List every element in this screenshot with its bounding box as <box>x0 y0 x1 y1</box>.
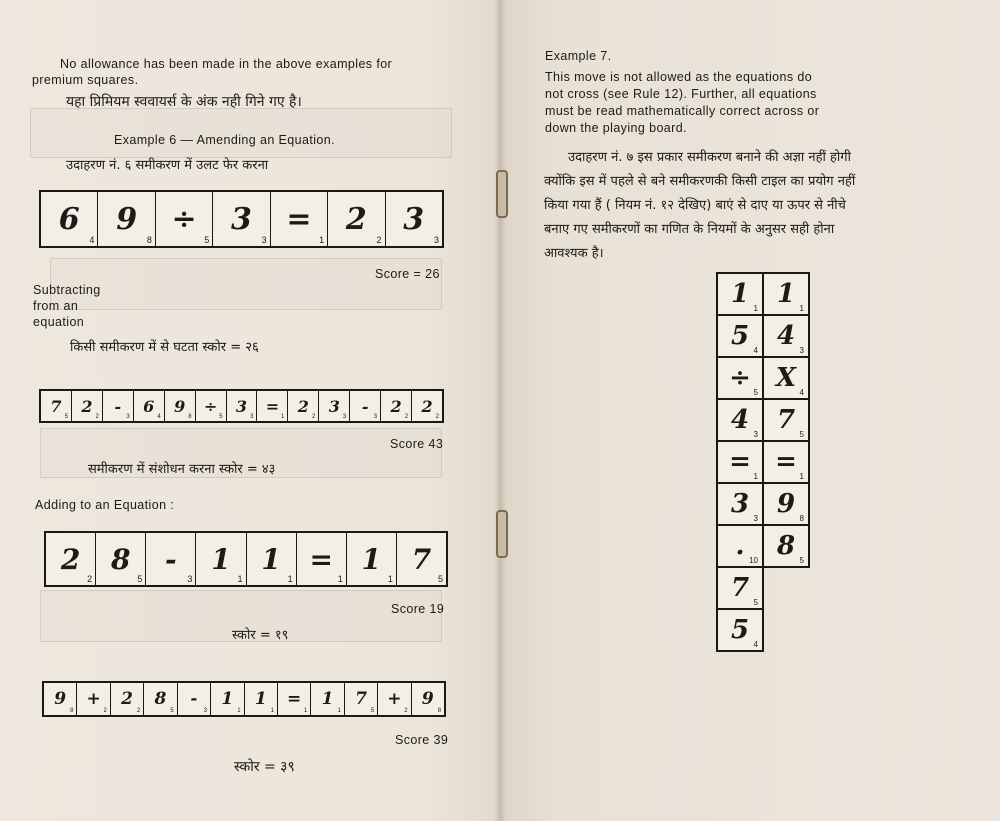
tile <box>762 482 810 526</box>
tile-score: 3 <box>203 708 208 714</box>
tile-value: 7 <box>50 396 62 416</box>
example-7-hindi-3: किया गया हैं ( नियम नं. १२ देखिए) बाएं से दाए या ऊपर से नीचे <box>544 198 846 213</box>
example-7-hindi-2: क्योंकि इस में पहले से बने समीकरणकी किसी टाइल का प्रयोग नहीं <box>544 174 856 189</box>
tile <box>716 398 764 442</box>
tile-score: 3 <box>342 414 347 420</box>
subtracting-line-1: Subtracting <box>33 283 101 297</box>
tile <box>44 683 77 715</box>
tile-score: 1 <box>270 708 274 714</box>
tile-score: 4 <box>89 235 95 245</box>
tile-value: 4 <box>730 405 750 435</box>
tile-value: 5 <box>730 321 750 351</box>
tile-value: 1 <box>361 542 382 576</box>
tile <box>386 192 442 246</box>
tile-score: 3 <box>753 514 758 523</box>
example-7-line-3: must be read mathematically correct across or <box>545 104 820 118</box>
tile <box>196 391 227 421</box>
tile-score: 5 <box>799 556 804 565</box>
tile <box>165 391 196 421</box>
tile-score: 5 <box>170 708 174 714</box>
tile-value: 5 <box>730 615 750 645</box>
tile-score: 1 <box>387 574 393 584</box>
tile-value: 8 <box>110 542 131 576</box>
tile <box>347 533 397 585</box>
tile-score: 1 <box>753 304 758 313</box>
tile-score: 1 <box>337 708 341 714</box>
tile-value: 2 <box>121 689 133 709</box>
tile-value: 2 <box>345 201 367 237</box>
example-7-title: Example 7. <box>545 49 612 63</box>
tile <box>211 683 244 715</box>
tile-value: 9 <box>776 489 796 519</box>
tile-score: 1 <box>281 414 285 420</box>
tile <box>271 192 328 246</box>
tile-score: 8 <box>437 708 442 714</box>
equation-tiles-1 <box>39 190 444 248</box>
tile-score: 4 <box>799 388 804 397</box>
tile-score: 3 <box>250 414 254 420</box>
tile-score: 2 <box>87 574 93 584</box>
intro-hindi: यहा प्रिमियम स्ववायर्स के अंक नही गिने गए है। <box>66 94 302 110</box>
tile-value: ÷ <box>203 396 218 416</box>
example-7-hindi-1: उदाहरण नं. ७ इस प्रकार समीकरण बनाने की अज्ञा नहीं होगी <box>568 150 851 165</box>
example-7-line-1: This move is not allowed as the equations do <box>545 70 813 84</box>
tile <box>41 391 72 421</box>
intro-line-1: No allowance has been made in the above examples for <box>60 57 393 71</box>
tile <box>345 683 378 715</box>
vertical-tile-columns <box>716 272 808 650</box>
tile-value: 3 <box>231 201 252 237</box>
tile <box>378 683 411 715</box>
tile <box>716 356 764 400</box>
tile <box>412 391 442 421</box>
tile <box>319 391 350 421</box>
tile-tail-row <box>716 608 808 650</box>
tile-value: X <box>775 363 797 393</box>
tile <box>381 391 412 421</box>
tile-value: 8 <box>154 689 167 709</box>
tile <box>72 391 103 421</box>
tile-score: 2 <box>311 414 316 420</box>
tile-value: 1 <box>261 542 281 576</box>
score-3-hindi: स्कोर = १९ <box>232 628 289 643</box>
tile-value: - <box>190 689 198 709</box>
tile <box>245 683 278 715</box>
tile-score: 2 <box>404 708 408 714</box>
tile-pair-row <box>716 272 808 314</box>
score-2-hindi: समीकरण में संशोधन करना स्कोर = ४३ <box>88 462 276 477</box>
tile-pair-row <box>716 356 808 398</box>
tile-value: 1 <box>730 279 750 309</box>
tile <box>716 482 764 526</box>
tile-value: 6 <box>58 201 80 237</box>
tile <box>178 683 211 715</box>
tile-value: 9 <box>54 689 67 709</box>
tile-score: 2 <box>376 235 382 245</box>
tile-score: 1 <box>237 708 241 714</box>
tile <box>311 683 344 715</box>
tile <box>350 391 381 421</box>
score-4: Score 39 <box>395 733 449 747</box>
intro-line-2: premium squares. <box>32 73 139 87</box>
tile-value: 4 <box>776 321 796 351</box>
tile-score: 5 <box>64 414 68 420</box>
tile-score: 5 <box>204 235 210 245</box>
tile-score: 4 <box>157 414 161 420</box>
subtracting-line-2: from an <box>33 299 79 313</box>
tile <box>297 533 347 585</box>
example-7-hindi-4: बनाए गए समीकरणों का गणित के नियमों के अनुसर सही होना <box>544 222 835 237</box>
tile-score: 5 <box>437 574 443 584</box>
tile-score: 1 <box>799 472 804 481</box>
tile <box>288 391 319 421</box>
tile <box>328 192 385 246</box>
tile-value: ÷ <box>729 363 751 393</box>
equation-tiles-3 <box>44 531 448 587</box>
tile-score: 3 <box>373 414 378 420</box>
tile-value: - <box>165 542 177 576</box>
tile-value: 2 <box>390 396 402 416</box>
tile-score: 5 <box>753 598 758 607</box>
tile-value: - <box>361 396 369 416</box>
tile <box>144 683 177 715</box>
tile <box>716 566 764 610</box>
tile <box>46 533 96 585</box>
staple-top <box>496 170 508 218</box>
tile-value: 3 <box>328 396 340 416</box>
example-6-title: Example 6 — Amending an Equation. <box>114 133 335 147</box>
tile <box>762 440 810 484</box>
tile-score: 3 <box>126 414 130 420</box>
tile-value: 8 <box>776 531 796 561</box>
subtracting-line-3: equation <box>33 315 85 329</box>
tile-value: ÷ <box>171 201 197 237</box>
tile-score: 5 <box>219 414 223 420</box>
tile-pair-row <box>716 524 808 566</box>
tile-score: 4 <box>753 640 758 649</box>
tile-pair-row <box>716 482 808 524</box>
tile-value: = <box>729 447 751 477</box>
tile-value: 7 <box>355 689 367 709</box>
tile <box>716 440 764 484</box>
tile <box>762 314 810 358</box>
tile-value: 9 <box>421 689 434 709</box>
tile-value: + <box>86 689 101 709</box>
tile-score: 5 <box>799 430 804 439</box>
tile-score: 2 <box>404 414 409 420</box>
tile-score: 2 <box>136 708 141 714</box>
tile-value: 9 <box>116 201 138 237</box>
tile-pair-row <box>716 440 808 482</box>
tile-score: 4 <box>753 346 758 355</box>
tile <box>716 608 764 652</box>
tile-value: 2 <box>421 396 433 416</box>
tile <box>96 533 146 585</box>
tile-value: 1 <box>211 542 231 576</box>
tile-value: 7 <box>411 542 432 576</box>
tile-value: = <box>287 689 302 709</box>
tile <box>397 533 446 585</box>
tile <box>213 192 270 246</box>
subtracting-hindi: किसी समीकरण में से घटता स्कोर = २६ <box>70 340 259 355</box>
score-2: Score 43 <box>390 437 444 451</box>
tile <box>41 192 98 246</box>
tile-value: 9 <box>174 396 186 416</box>
tile <box>196 533 246 585</box>
tile-score: 5 <box>753 388 758 397</box>
score-4-hindi: स्कोर = ३९ <box>234 759 295 775</box>
tile-value: 1 <box>776 279 796 309</box>
tile-value: 6 <box>143 396 155 416</box>
center-fold <box>494 0 506 821</box>
score-3: Score 19 <box>391 602 445 616</box>
tile-value: . <box>735 531 745 561</box>
tile-score: 2 <box>95 414 99 420</box>
tile-value: = <box>775 447 797 477</box>
tile-value: 7 <box>730 573 750 603</box>
tile-pair-row <box>716 398 808 440</box>
tile-score: 5 <box>370 708 375 714</box>
tile-value: 2 <box>81 396 93 416</box>
tile-score: 1 <box>753 472 758 481</box>
tile-score: 8 <box>188 414 192 420</box>
tile <box>278 683 311 715</box>
tile-score: 2 <box>103 708 107 714</box>
tile-score: 3 <box>261 235 267 245</box>
right-page <box>500 0 1000 821</box>
tile-score: 1 <box>287 574 293 584</box>
tile-value: 2 <box>60 542 81 576</box>
tile <box>77 683 110 715</box>
example-7-hindi-5: आवश्यक है। <box>544 246 604 261</box>
tile-score: 8 <box>70 708 74 714</box>
adding-heading: Adding to an Equation : <box>35 498 175 512</box>
tile-value: = <box>265 396 280 416</box>
tile <box>716 524 764 568</box>
tile-score: 3 <box>187 574 193 584</box>
equation-tiles-2 <box>39 389 444 423</box>
tile-value: 2 <box>297 396 309 416</box>
tile-score: 1 <box>799 304 804 313</box>
tile-score: 2 <box>435 414 439 420</box>
tile <box>762 272 810 316</box>
tile-score: 1 <box>337 574 343 584</box>
tile-score: 3 <box>799 346 804 355</box>
example-7-line-2: not cross (see Rule 12). Further, all equations <box>545 87 817 101</box>
tile <box>762 398 810 442</box>
tile-tail-row <box>716 566 808 608</box>
example-6-hindi: उदाहरण नं. ६ समीकरण में उलट फेर करना <box>66 158 269 173</box>
tile <box>103 391 134 421</box>
tile-score: 1 <box>237 574 243 584</box>
tile-value: 1 <box>321 689 334 709</box>
tile <box>146 533 196 585</box>
tile <box>762 524 810 568</box>
staple-bottom <box>496 510 508 558</box>
tile <box>134 391 165 421</box>
tile-value: + <box>387 689 402 709</box>
tile-value: 3 <box>730 489 750 519</box>
tile-score: 1 <box>319 235 325 245</box>
bleed-through-shadow <box>50 258 442 310</box>
tile-score: 3 <box>753 430 758 439</box>
tile <box>111 683 144 715</box>
tile-value: 7 <box>776 405 796 435</box>
example-7-line-4: down the playing board. <box>545 121 687 135</box>
score-1: Score = 26 <box>375 267 440 281</box>
tile <box>156 192 213 246</box>
tile-score: 8 <box>146 235 152 245</box>
tile <box>716 314 764 358</box>
tile <box>247 533 297 585</box>
tile-value: 1 <box>254 689 267 709</box>
equation-tiles-4 <box>42 681 446 717</box>
tile-score: 8 <box>799 514 804 523</box>
tile-value: - <box>114 396 122 416</box>
tile <box>257 391 288 421</box>
tile <box>98 192 155 246</box>
tile-pair-row <box>716 314 808 356</box>
tile-score: 1 <box>304 708 308 714</box>
tile <box>412 683 444 715</box>
tile <box>716 272 764 316</box>
tile <box>762 356 810 400</box>
tile-score: 10 <box>749 556 758 565</box>
tile <box>227 391 258 421</box>
tile-value: = <box>309 542 333 576</box>
tile-value: 3 <box>403 201 425 237</box>
tile-score: 5 <box>137 574 143 584</box>
tile-value: = <box>286 201 312 237</box>
tile-score: 3 <box>433 235 439 245</box>
tile-value: 1 <box>221 689 234 709</box>
tile-value: 3 <box>235 396 248 416</box>
